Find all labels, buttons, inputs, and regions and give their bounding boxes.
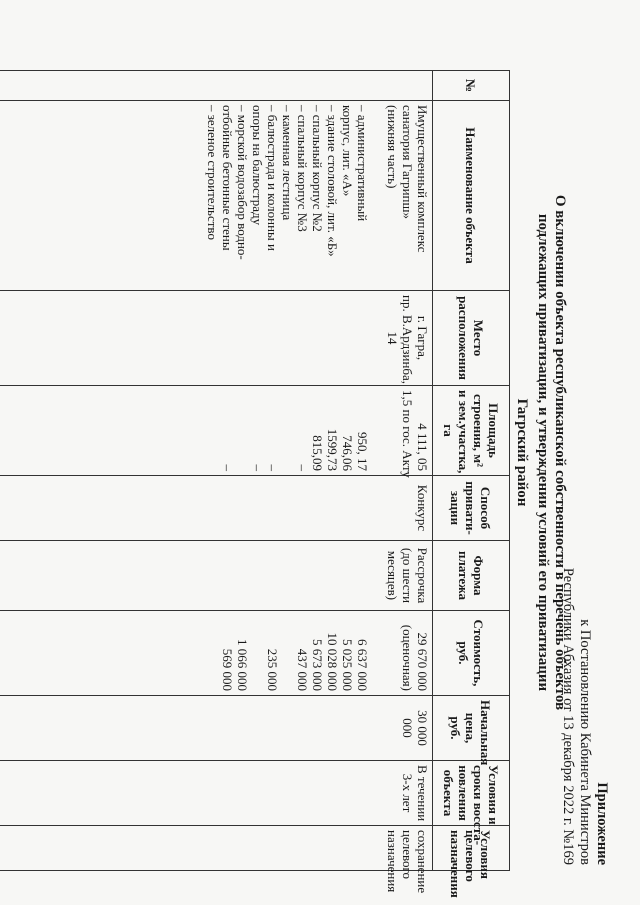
text-line: – <box>250 464 265 471</box>
text-line: Условия и <box>486 765 501 825</box>
header-location <box>433 291 510 386</box>
text-line: 1 066 000 <box>235 639 250 691</box>
text-line: – административный <box>355 105 370 222</box>
text-line <box>250 615 265 691</box>
text-line: – <box>265 464 280 471</box>
text-line: руб. <box>456 641 471 665</box>
text-line: 6 637 000 <box>355 639 370 691</box>
object-components <box>205 105 370 286</box>
table-header-row <box>433 71 510 871</box>
text-line: – балюстрада и колонны и <box>265 105 280 251</box>
text-line: – <box>220 464 235 471</box>
header-purpose <box>433 826 510 898</box>
text-line: целевого <box>400 830 415 880</box>
text-line: Имущественный комплекс <box>415 105 430 253</box>
text-line: (нижняя часть) <box>385 105 400 189</box>
text-line: назначения <box>448 830 464 898</box>
text-line: 437 000 <box>295 648 310 691</box>
text-line: зации <box>448 490 464 526</box>
header-method <box>433 476 510 541</box>
text-line: г. Гагра, <box>415 315 430 361</box>
header-area <box>433 386 510 476</box>
title-line-2: подлежащих приватизации, и утверждении условий его приватизации <box>535 213 551 692</box>
text-line: – здание столовой, лит. «Б» <box>325 105 340 257</box>
title-line-1: О включении объекта республиканской собственности в перечень объектов <box>552 194 568 711</box>
text-line: сроки восста- <box>471 765 486 846</box>
total-cost <box>400 615 430 691</box>
cell-restoration <box>0 761 433 826</box>
cell-area <box>0 386 433 476</box>
cell-method: Конкурс <box>0 476 433 541</box>
text-line: Условия <box>478 830 494 879</box>
text-line: опоры на балюстраду <box>250 105 265 226</box>
text-line: объекта <box>441 769 456 817</box>
text-line: 1599,73 <box>325 428 340 471</box>
cell-start-price: 30 000 000 <box>0 696 433 761</box>
header-cost <box>433 611 510 696</box>
text-line: 14 <box>385 331 400 345</box>
text-line: Рассрочка <box>415 547 430 604</box>
header-restoration <box>433 761 510 846</box>
text-line: 4 111, 05 <box>415 423 430 471</box>
text-line: отбойные бетонные стены <box>220 105 235 251</box>
text-line: руб. <box>448 716 464 740</box>
text-line: Стоимость, <box>471 619 486 687</box>
text-line: пр. В.Ардзинба, <box>400 295 415 385</box>
text-line: 5 673 000 <box>310 639 325 691</box>
text-line: (оценочная) <box>400 624 415 691</box>
cell-location <box>0 291 433 386</box>
table-row <box>0 71 433 871</box>
text-line: – <box>295 464 310 471</box>
text-line: 815,09 <box>310 435 325 471</box>
header-name: Наименование объекта <box>433 101 510 291</box>
text-line: 746,06 <box>340 435 355 471</box>
text-line: 235 000 <box>265 648 280 691</box>
text-line: – морской водозабор водно- <box>235 105 250 260</box>
text-line: 29 670 000 <box>415 632 430 691</box>
text-line <box>370 615 385 691</box>
component-areas <box>220 390 385 471</box>
header-payment <box>433 541 510 611</box>
header-num: № <box>433 71 510 101</box>
header-start-price <box>433 696 510 766</box>
text-line: 3-х лет <box>400 773 415 813</box>
document-title <box>534 0 568 905</box>
text-line <box>235 390 250 471</box>
component-costs <box>220 615 385 691</box>
appendix-line-1: к Постановлению Кабинета Министров <box>577 619 593 865</box>
text-line: В течении <box>415 765 430 822</box>
text-line: 1,5 по гос. Акту <box>400 390 415 478</box>
total-area <box>400 390 430 478</box>
text-line: – спальный корпус №3 <box>295 105 310 232</box>
cell-payment <box>0 541 433 611</box>
appendix-heading: Приложение <box>594 782 610 865</box>
privatization-table <box>0 70 510 898</box>
text-line <box>370 390 385 471</box>
text-line: целевого <box>463 830 479 882</box>
text-line: цена, <box>463 712 479 744</box>
text-line: сохранение <box>415 830 430 894</box>
text-line: и зем.участка, <box>456 390 471 474</box>
text-line: (до шести <box>400 547 415 604</box>
text-line: Площадь <box>486 403 501 458</box>
text-line: – спальный корпус №2 <box>310 105 325 232</box>
text-line <box>280 615 295 691</box>
text-line: – каменная лестница <box>280 105 295 221</box>
text-line: привати- <box>463 481 479 535</box>
text-line: Начальная <box>478 700 494 766</box>
text-line <box>280 390 295 471</box>
text-line: Место <box>471 319 486 357</box>
appendix-line-2: Республики Абхазия от 13 декабря 2022 г. №169 <box>560 567 576 865</box>
text-line: назначения <box>385 830 400 893</box>
text-line: новления <box>456 765 471 821</box>
text-line: платежа <box>456 550 471 601</box>
text-line: 5 025 000 <box>340 639 355 691</box>
text-line: строения, м² <box>471 393 486 468</box>
text-line: Форма <box>471 555 486 596</box>
text-line: расположения <box>456 296 471 380</box>
text-line: Способ <box>478 486 494 530</box>
cell-cost <box>0 611 433 696</box>
cell-name <box>0 101 433 291</box>
text-line: га <box>441 424 456 437</box>
region-heading: Гагрский район <box>514 398 530 507</box>
text-line: 569 000 <box>220 648 235 691</box>
text-line: 10 028 000 <box>325 632 340 691</box>
object-name <box>385 105 430 286</box>
text-line: корпус, лит. «А» <box>340 105 355 197</box>
cell-purpose <box>0 826 433 894</box>
text-line: месяцев) <box>385 550 400 601</box>
text-line: санатория Гагрипш» <box>400 105 415 220</box>
text-line: – зеленое строительство <box>205 105 220 240</box>
cell-num <box>0 71 433 101</box>
text-line: 950, 17 <box>355 432 370 471</box>
